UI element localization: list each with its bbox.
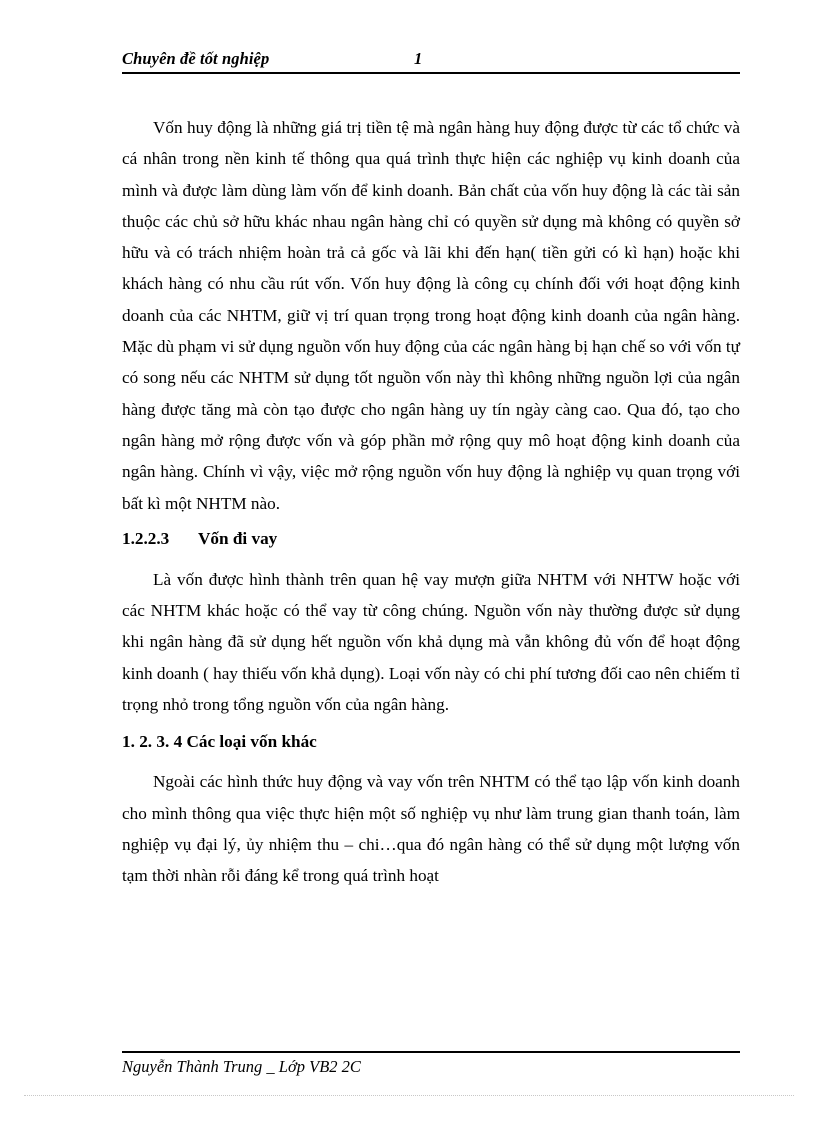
document-title: Chuyên đề tốt nghiệp bbox=[122, 49, 270, 68]
page-footer bbox=[122, 1051, 740, 1076]
section-title: Vốn đi vay bbox=[198, 528, 278, 548]
author-line: Nguyễn Thành Trung _ Lớp VB2 2C bbox=[122, 1057, 361, 1076]
page-number: 1 bbox=[414, 49, 423, 68]
paragraph-borrowed-capital: Là vốn được hình thành trên quan hệ vay mượn giữa NHTM với NHTW hoặc với các NHTM khác hoặc có thể vay từ công chúng. Nguồn vốn này thường được sử dụng khi ngân hàng đã sử dụng hết nguồn vốn khả dụng mà vẫn không đủ vốn để hoạt động kinh doanh ( hay thiếu vốn khả dụng). Loại vốn này có chi phí tương đối cao nên chiếm tỉ trọng nhỏ trong tổng nguồn vốn của ngân hàng. bbox=[122, 569, 740, 715]
page-header bbox=[122, 48, 740, 74]
paragraph-mobilized-capital: Vốn huy động là những giá trị tiền tệ mà ngân hàng huy động được từ các tổ chức và cá nhân trong nền kinh tế thông qua quá trình thực hiện các nghiệp vụ kinh doanh của mình và được làm dùng làm vốn để kinh doanh. Bản chất của vốn huy động là các tài sản thuộc các chủ sở hữu khác nhau ngân hàng chỉ có quyền sử dụng mà không có quyền sở hữu và có trách nhiệm hoàn trả cả gốc và lãi khi đến hạn( tiền gửi có kì hạn) hoặc khi khách hàng có nhu cầu rút vốn. Vốn huy động là công cụ chính đối với hoạt động kinh doanh của các NHTM, giữ vị trí quan trọng trong hoạt động kinh doanh của ngân hàng. Mặc dù phạm vi sử dụng nguồn vốn huy động của các ngân hàng bị hạn chế so với vốn tự có song nếu các NHTM sử dụng tốt nguồn vốn này thì không những nguồn lợi của ngân hàng được tăng mà còn tạo được cho ngân hàng uy tín ngày càng cao. Qua đó, tạo cho ngân hàng mở rộng được vốn và góp phần mở rộng quy mô hoạt động kinh doanh của ngân hàng. Chính vì vậy, việc mở rộng nguồn vốn huy động là nghiệp vụ quan trọng với bất kì một NHTM nào. bbox=[122, 118, 740, 513]
section-heading-borrowed-capital bbox=[122, 519, 740, 564]
document-body bbox=[122, 112, 740, 892]
paragraph-other-capital: Ngoài các hình thức huy động và vay vốn trên NHTM có thể tạo lập vốn kinh doanh cho mình thông qua việc thực hiện một số nghiệp vụ như làm trung gian thanh toán, làm nghiệp vụ đại lý, ủy nhiệm thu – chi…qua đó ngân hàng có thể sử dụng một lượng vốn tạm thời nhàn rỗi đáng kể trong quá trình hoạt bbox=[122, 772, 740, 886]
section-number: 1.2.2.3 bbox=[122, 528, 170, 548]
section-heading-other-capital: 1. 2. 3. 4 Các loại vốn khác bbox=[122, 732, 317, 752]
page-bottom-border bbox=[24, 1095, 794, 1096]
